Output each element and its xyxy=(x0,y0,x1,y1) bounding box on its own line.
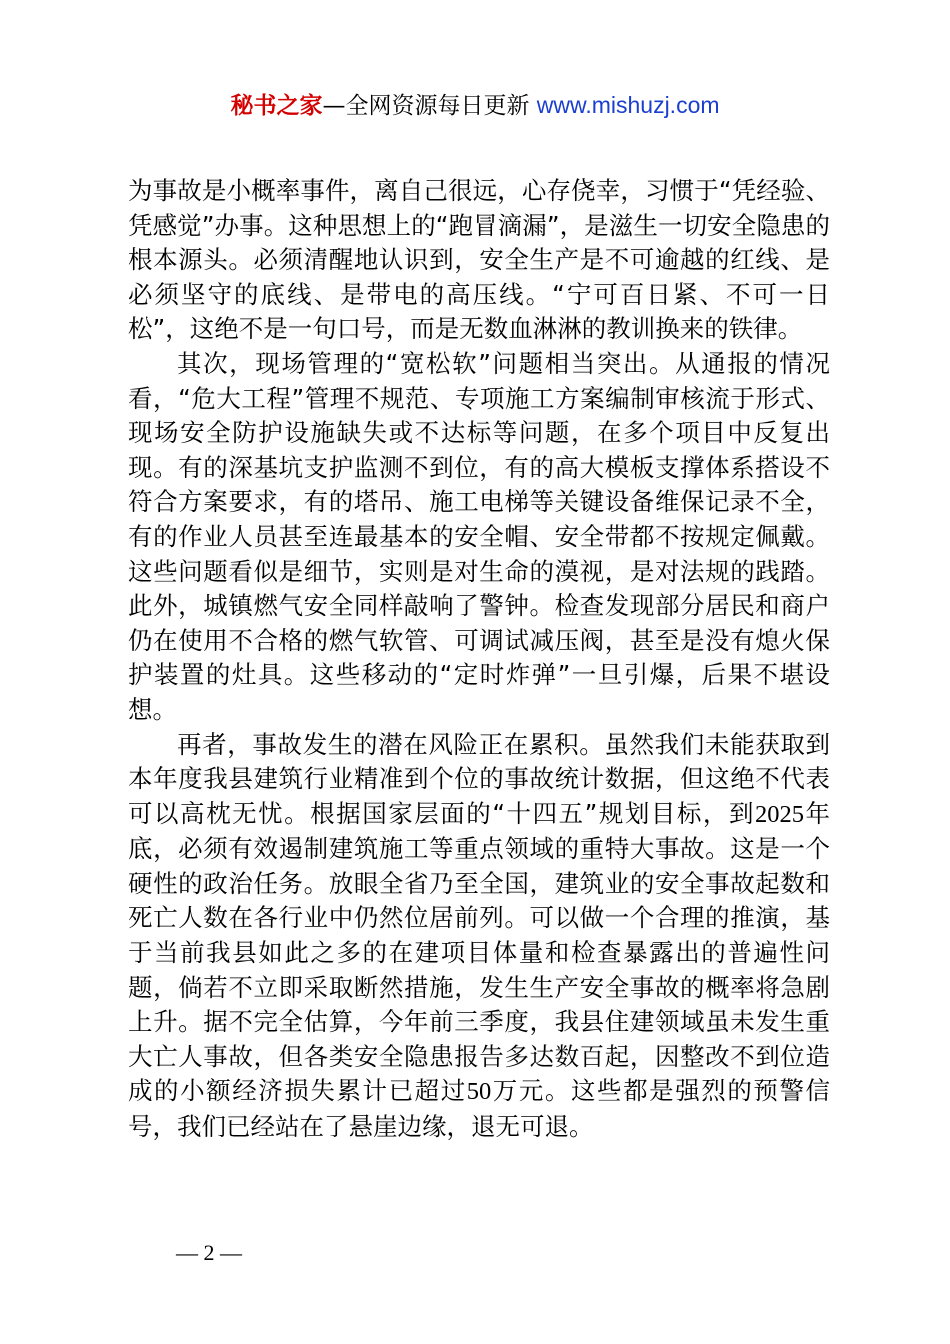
brand-name: 秘书之家 xyxy=(230,93,323,119)
paragraph-1 xyxy=(128,174,830,347)
header-slogan: 全网资源每日更新 xyxy=(345,93,530,119)
paragraph-3 xyxy=(128,728,830,1145)
paragraph-text: 万元。这些都是强烈的预警信号，我们已经站在了悬崖边缘，退无可退。 xyxy=(128,1076,830,1142)
paragraph-text: 年底，必须有效遏制建筑施工等重点领域的重特大事故。这是一个硬性的政治任务。放眼全省乃至全国，建筑业的安全事故起数和死亡人数在各行业中仍然位居前列。可以做一个合理的推演，基于当前我县如此之多的在建项目体量和检查暴露出的普遍性问题，倘若不立即采取断然措施，发生生产安全事故的概率将急剧上升。据不完全估算，今年前三季度，我县住建领域虽未发生重大亡人事故，但各类安全隐患报告多达数百起，因整改不到位造成的小额经济损失累计已超过 xyxy=(128,798,830,1106)
paragraph-text: 为事故是小概率事件，离自己很远，心存侥幸，习惯于“凭经验、凭感觉”办事。这种思想上的“跑冒滴漏”，是滋生一切安全隐患的根本源头。必须清醒地认识到，安全生产是不可逾越的红线、是必须坚守的底线、是带电的高压线。“宁可百日紧、不可一日松”，这绝不是一句口号，而是无数血淋淋的教训换来的铁律。 xyxy=(128,176,830,344)
document-body xyxy=(128,174,830,1145)
paragraph-2 xyxy=(128,347,830,728)
paragraph-text: 再者，事故发生的潜在风险正在累积。虽然我们未能获取到本年度我县建筑行业精准到个位的事故统计数据，但这绝不代表可以高枕无忧。根据国家层面的“十四五”规划目标，到 xyxy=(128,729,830,828)
page-header xyxy=(0,88,950,123)
header-separator: — xyxy=(322,93,346,119)
paragraph-text: 其次，现场管理的“宽松软”问题相当突出。从通报的情况看，“危大工程”管理不规范、专项施工方案编制审核流于形式、现场安全防护设施缺失或不达标等问题，在多个项目中反复出现。有的深基坑支护监测不到位，有的高大模板支撑体系搭设不符合方案要求，有的塔吊、施工电梯等关键设备维保记录不全，有的作业人员甚至连最基本的安全帽、安全带都不按规定佩戴。这些问题看似是细节，实则是对生命的漠视，是对法规的践踏。此外，城镇燃气安全同样敲响了警钟。检查发现部分居民和商户仍在使用不合格的燃气软管、可调试减压阀，甚至是没有熄火保护装置的灶具。这些移动的“定时炸弹”一旦引爆，后果不堪设想。 xyxy=(128,348,830,724)
amount-number: 50 xyxy=(466,1078,492,1106)
page-number: — 2 — xyxy=(176,1240,242,1265)
header-url-link[interactable]: www.mishuzj.com xyxy=(536,92,720,118)
year-number: 2025 xyxy=(754,800,804,828)
